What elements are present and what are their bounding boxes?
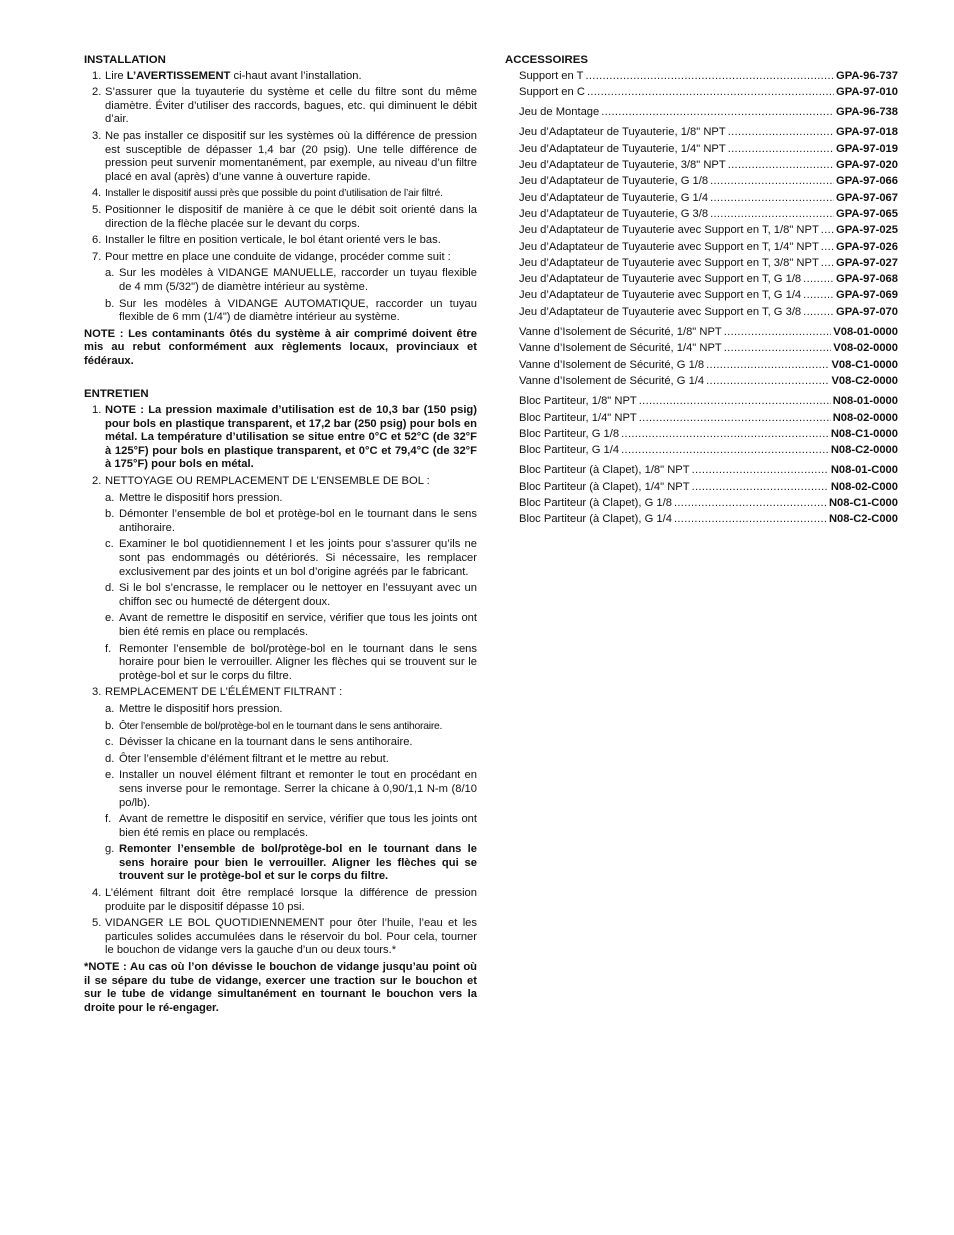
item-number: 2. [92,86,102,99]
right-column [505,54,898,530]
entretien-subitem-3b [84,720,477,734]
accessory-name: Vanne d’Isolement de Sécurité, 1/8" NPT [519,326,722,339]
dot-leader [674,497,827,511]
part-number: N08-02-C000 [830,480,898,493]
entretien-subitem-3g [84,843,477,884]
item-text: Installer le dispositif aussi près que possible du point d’utilisation de l’air filtré. [105,188,443,200]
subitem-letter: a. [105,491,115,504]
subitem-text: Sur les modèles à VIDANGE AUTOMATIQUE, raccorder un tuyau flexible de 6 mm (1/4") de diamètre intérieur au système. [119,297,477,324]
part-number: GPA-97-068 [836,273,898,286]
dot-leader [724,342,832,356]
subitem-letter: f. [105,642,112,655]
part-number: GPA-97-027 [836,256,898,269]
accessory-row [505,375,898,391]
accessory-row [505,326,898,342]
item-text: Lire [105,69,127,82]
accessory-name: Vanne d’Isolement de Sécurité, G 1/8 [519,358,705,371]
entretien-item-4 [84,887,477,914]
item-text: REMPLACEMENT DE L’ÉLÉMENT FILTRANT : [105,686,343,699]
item-number: 6. [92,234,102,247]
accessory-name: Jeu d’Adaptateur de Tuyauterie, 1/8" NPT [519,126,726,139]
item-text: Positionner le dispositif de manière à ce que le débit soit orienté dans la direction de la flèche placée sur le devant du corps. [105,203,477,230]
entretien-item-5 [84,917,477,958]
accessory-name: Support en T [519,69,584,82]
item-number: 3. [92,129,102,142]
dot-leader [706,359,829,373]
accessory-name: Bloc Partiteur, G 1/8 [519,427,620,440]
part-number: GPA-96-738 [836,106,898,119]
item-number: 3. [92,686,102,699]
part-number: V08-02-0000 [833,342,898,355]
dot-leader [728,143,834,157]
installation-item-4 [84,187,477,201]
dot-leader [639,395,831,409]
subitem-letter: b. [105,508,115,521]
item-text: VIDANGER LE BOL QUOTIDIENNEMENT pour ôter l’huile, l’eau et les particules solides accumulées dans le réservoir du bol. Pour cela, tourner le bouchon de vidange vers la gauche d’un ou deux tours.* [105,917,477,957]
item-number: 1. [92,69,102,82]
dot-leader [710,208,834,222]
part-number: N08-C2-0000 [830,444,898,457]
dot-leader [821,257,834,271]
accessory-row [505,86,898,102]
subitem-text: Remonter l’ensemble de bol/protège-bol en le tournant dans le sens horaire pour bien le verrouiller. Aligner les flèches qui se trouvent sur le protège-bol et sur le corps du filtre. [119,642,477,682]
dot-leader [821,224,834,238]
item-number: 4. [92,187,101,200]
accessory-name: Jeu d’Adaptateur de Tuyauterie avec Support en T, 3/8" NPT [519,256,819,269]
installation-subitem-7a [84,267,477,294]
dot-leader [587,86,834,100]
accessory-name: Bloc Partiteur, 1/4" NPT [519,411,637,424]
entretien-note: *NOTE : Au cas où l’on dévisse le bouchon de vidange jusqu’au point où il se sépare du tube de vidange, exercer une traction sur le bouchon et sur le tube de vidange simultanément en tournant le bouchon vers la droite pour le ré-engager. [84,961,477,1014]
accessory-row [505,241,898,257]
accessory-name: Support en C [519,85,585,98]
entretien-heading: ENTRETIEN [84,388,149,401]
dot-leader [639,412,831,426]
entretien-subitem-2c [84,538,477,579]
accessory-name: Jeu d’Adaptateur de Tuyauterie, G 1/4 [519,191,709,204]
accessory-name: Jeu d’Adaptateur de Tuyauterie, 1/4" NPT [519,142,726,155]
accessoires-heading: ACCESSOIRES [505,54,588,66]
entretien-subitem-3e [84,769,477,810]
installation-item-6 [84,234,477,248]
part-number: N08-01-C000 [830,464,898,477]
subitem-text: Mettre le dispositif hors pression. [119,702,283,715]
accessory-row [505,497,898,513]
part-number: V08-C1-0000 [831,358,898,371]
accessory-row [505,175,898,191]
dot-leader [601,106,834,120]
part-number: GPA-97-069 [836,289,898,302]
subitem-text: Avant de remettre le dispositif en service, vérifier que tous les joints ont bien été remis en place ou remplacés. [119,612,477,638]
accessory-name: Bloc Partiteur (à Clapet), 1/4" NPT [519,480,690,493]
entretien-subitem-2a [84,492,477,506]
accessory-row [505,289,898,305]
subitem-letter: f. [105,813,112,826]
accessory-row [505,513,898,529]
accessory-name: Jeu d’Adaptateur de Tuyauterie, G 3/8 [519,207,709,220]
part-number: V08-C2-0000 [831,374,898,387]
accessory-name: Jeu d’Adaptateur de Tuyauterie, 3/8" NPT [519,159,726,172]
subitem-letter: a. [105,267,115,280]
part-number: N08-C1-C000 [828,497,898,510]
subitem-text: Remonter l’ensemble de bol/protège-bol en le tournant dans le sens horaire pour bien le verrouiller. Aligner les flèches qui se trouvent sur le protège-bol et sur le corps du filtre. [119,843,477,883]
item-text: Ne pas installer ce dispositif sur les systèmes où la différence de pression est susceptible de dépasser 1,4 bar (20 psig). Une telle différence de pression peut survenir momentanément, par exemple, au niveau d’un filtre placé en aval (après) d’une vanne à ouverture rapide. [105,129,477,183]
item-text: L’élément filtrant doit être remplacé lorsque la différence de pression produite par le dispositif dépasse 10 psi. [105,887,477,913]
accessories-list [505,70,898,530]
subitem-letter: b. [105,297,115,310]
subitem-letter: g. [105,843,115,856]
entretien-item-1 [84,404,477,472]
installation-item-1 [84,70,477,84]
accessory-row [505,70,898,86]
entretien-subitem-3f [84,813,477,840]
entretien-subitem-2e [84,612,477,639]
item-text: ci-haut avant l’installation. [230,69,362,82]
accessory-name: Jeu d’Adaptateur de Tuyauterie avec Support en T, 1/4" NPT [519,240,819,253]
accessory-row [505,224,898,240]
installation-item-5 [84,204,477,231]
entretien-subitem-3c [84,736,477,750]
subitem-text: Examiner le bol quotidiennement l et les joints pour s’assurer qu’ils ne sont pas endommagés ou détériorés. Si nécessaire, les remplacer exclusivement par des joints et un bol d’origine agréés par le fabricant. [119,538,477,578]
subitem-text: Mettre le dispositif hors pression. [119,491,283,504]
accessory-row [505,359,898,375]
part-number: N08-C2-C000 [828,513,898,526]
part-number: GPA-96-737 [836,69,898,82]
accessory-name: Jeu de Montage [519,106,600,119]
installation-item-2 [84,86,477,127]
item-text: Installer le filtre en position verticale, le bol étant orienté vers le bas. [105,234,441,247]
dot-leader [692,464,829,478]
part-number: GPA-97-019 [836,142,898,155]
accessory-row [505,342,898,358]
accessory-name: Jeu d’Adaptateur de Tuyauterie avec Support en T, G 3/8 [519,305,802,318]
dot-leader [706,375,829,389]
warning-reference: L’AVERTISSEMENT [126,69,231,82]
accessory-row [505,106,898,122]
accessory-name: Jeu d’Adaptateur de Tuyauterie avec Support en T, G 1/8 [519,273,802,286]
subitem-letter: a. [105,702,115,715]
accessory-name: Bloc Partiteur (à Clapet), G 1/4 [519,513,672,526]
subitem-letter: c. [105,538,114,551]
entretien-item-3 [84,686,477,700]
part-number: GPA-97-070 [836,305,898,318]
subitem-text: Ôter l’ensemble de bol/protège-bol en le tournant dans le sens antihoraire. [119,720,443,732]
dot-leader [821,241,834,255]
accessory-row [505,143,898,159]
accessory-name: Vanne d’Isolement de Sécurité, 1/4" NPT [519,342,722,355]
entretien-subitem-2f [84,643,477,684]
accessory-name: Bloc Partiteur, G 1/4 [519,444,620,457]
accessory-name: Jeu d’Adaptateur de Tuyauterie, G 1/8 [519,175,709,188]
accessory-row [505,444,898,460]
item-text: NETTOYAGE OU REMPLACEMENT DE L’ENSEMBLE DE BOL : [105,475,430,488]
dot-leader [724,326,832,340]
installation-subitem-7b [84,298,477,325]
part-number: GPA-97-067 [836,191,898,204]
dot-leader [621,444,829,458]
accessory-row [505,126,898,142]
dot-leader [710,175,834,189]
accessory-row [505,192,898,208]
accessory-row [505,464,898,480]
part-number: GPA-97-025 [836,224,898,237]
accessory-row [505,273,898,289]
dot-leader [710,192,834,206]
dot-leader [728,126,834,140]
item-number: 1. [92,404,102,417]
part-number: N08-C1-0000 [830,427,898,440]
entretien-item-2 [84,475,477,489]
part-number: N08-01-0000 [832,395,898,408]
accessory-name: Bloc Partiteur (à Clapet), 1/8" NPT [519,464,690,477]
accessory-name: Jeu d’Adaptateur de Tuyauterie avec Support en T, G 1/4 [519,289,802,302]
subitem-text: Démonter l’ensemble de bol et protège-bol en le tournant dans le sens antihoraire. [119,508,477,534]
left-column [84,54,477,1015]
dot-leader [803,306,834,320]
part-number: GPA-97-010 [836,85,898,98]
part-number: GPA-97-020 [836,159,898,172]
part-number: GPA-97-066 [836,175,898,188]
subitem-text: Installer un nouvel élément filtrant et remonter le tout en procédant en sens inverse pour le remontage. Serrer la chicane à 0,90/1,1 N-m (8/10 po/lb). [119,769,477,809]
item-number: 5. [92,203,102,216]
dot-leader [621,428,829,442]
subitem-text: Sur les modèles à VIDANGE MANUELLE, raccorder un tuyau flexible de 4 mm (5/32") de diamètre intérieur au système. [119,267,477,293]
subitem-letter: d. [105,582,115,595]
installation-note: NOTE : Les contaminants ôtés du système à air comprimé doivent être mis au rebut conformément aux règlements locaux, provinciaux et fédéraux. [84,327,477,367]
item-number: 5. [92,917,102,930]
installation-item-7 [84,251,477,265]
accessory-name: Jeu d’Adaptateur de Tuyauterie avec Support en T, 1/8" NPT [519,224,819,237]
accessory-name: Bloc Partiteur, 1/8" NPT [519,395,637,408]
subitem-letter: b. [105,719,114,732]
accessory-row [505,306,898,322]
dot-leader [692,481,829,495]
part-number: N08-02-0000 [832,411,898,424]
subitem-letter: d. [105,752,115,765]
entretien-subitem-2b [84,508,477,535]
dot-leader [803,289,834,303]
part-number: GPA-97-018 [836,126,898,139]
item-text: S’assurer que la tuyauterie du système et celle du filtre sont du même diamètre. Éviter d’utiliser des raccords, bagues, etc. qui diminuent le débit d’air. [105,86,477,126]
accessory-row [505,481,898,497]
installation-heading: INSTALLATION [84,54,166,66]
dot-leader [674,513,827,527]
accessory-row [505,208,898,224]
accessory-row [505,412,898,428]
subitem-text: Dévisser la chicane en la tournant dans le sens antihoraire. [119,736,413,749]
dot-leader [803,273,834,287]
item-number: 7. [92,250,102,263]
part-number: V08-01-0000 [833,326,898,339]
pressure-note: NOTE : La pression maximale d’utilisation est de 10,3 bar (150 psig) pour bols en plastique transparent, et 17,2 bar (250 psig) pour bols en métal. La température d’utilisation se situe entre 0°C et 52°C (de 32°F à 125°F) pour bols en plastique transparent, et 0°C et 79,4°C (de 32°F à 175°F) pour bols en métal. [105,404,477,471]
part-number: GPA-97-065 [836,207,898,220]
subitem-letter: e. [105,769,115,782]
subitem-text: Si le bol s’encrasse, le remplacer ou le nettoyer en l’essuyant avec un chiffon sec ou humecté de détergent doux. [119,582,477,608]
accessory-row [505,159,898,175]
accessory-row [505,428,898,444]
section-spacer [84,368,477,388]
dot-leader [585,70,834,84]
entretien-subitem-3d [84,753,477,767]
item-number: 2. [92,475,102,488]
installation-item-3 [84,130,477,184]
part-number: GPA-97-026 [836,240,898,253]
entretien-subitem-3a [84,703,477,717]
accessory-name: Bloc Partiteur (à Clapet), G 1/8 [519,497,672,510]
item-text: Pour mettre en place une conduite de vidange, procéder comme suit : [105,250,451,263]
dot-leader [728,159,834,173]
subitem-letter: c. [105,736,114,749]
accessory-name: Vanne d’Isolement de Sécurité, G 1/4 [519,374,705,387]
subitem-text: Ôter l’ensemble d’élément filtrant et le mettre au rebut. [119,752,389,765]
entretien-subitem-2d [84,582,477,609]
subitem-letter: e. [105,612,115,625]
accessory-row [505,257,898,273]
accessory-row [505,395,898,411]
subitem-text: Avant de remettre le dispositif en service, vérifier que tous les joints ont bien été remis en place ou remplacés. [119,813,477,839]
item-number: 4. [92,887,102,900]
